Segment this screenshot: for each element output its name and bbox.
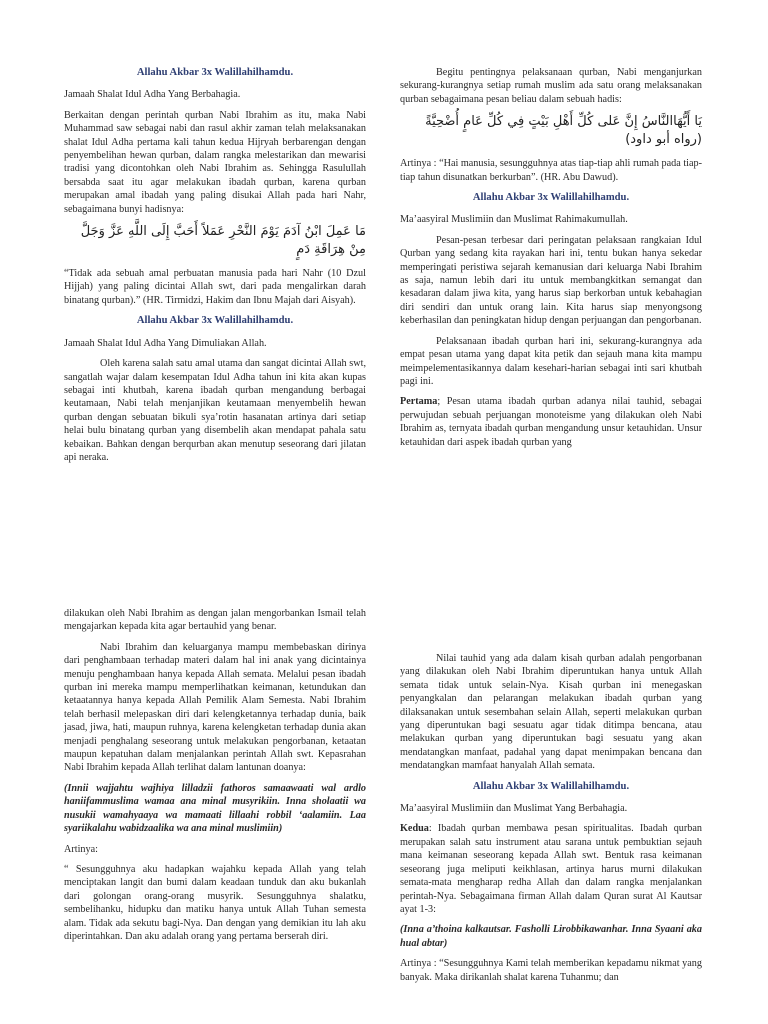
label-pertama: Pertama — [400, 396, 438, 408]
hadith-translation: “Tidak ada sebuah amal perbuatan manusia pada hari Nahr (10 Dzul Hijjah) yang paling dicintai Allah swt, dari pada mengalirkan darah binatang qurban).” (HR. Tirmidzi, Hakim dan Ibnu Majah dari Aisyah). — [64, 268, 366, 306]
verse-transliteration: (Inna a’thoina kalkautsar. Fasholli Lirobbikawanhar. Inna Syaani aka hual abtar) — [400, 924, 702, 949]
salutation: Jamaah Shalat Idul Adha Yang Dimuliakan Allah. — [64, 337, 267, 349]
prayer-transliteration: (Innii wajjahtu wajhiya lilladzii fathoros samaawaati wal ardlo haniifammuslima wamaa ana minal musyrikiin. Inna sholaatii wa nusukii wamahyaaya wa mamaati lillaahi robbil ‘aalamiin. Laa syariikalahu wabidzaalika wa ana minal muslimiin) — [64, 782, 366, 835]
salutation: Ma’aasyiral Muslimiin dan Muslimat Rahimakumullah. — [400, 214, 628, 226]
hadith-translation: Artinya : “Hai manusia, sesungguhnya atas tiap-tiap ahli rumah pada tiap-tiap tahun disunatkan berkurban”. (HR. Abu Dawud). — [400, 158, 702, 183]
column-top-right — [400, 66, 702, 456]
paragraph-text: ; Pesan utama ibadah qurban adanya nilai tauhid, sebagai perwujudan sebuah perjuangan monoteisme yang dilakukan oleh Nabi Ibrahim as, ternyata ibadah qurban mengandung unsur ketauhidan. Unsur ketauhidan dari aspek ibadah qurban yang — [400, 396, 702, 448]
paragraph: Pesan-pesan terbesar dari peringatan pelaksaan rangkaian Idul Qurban yang sedang kita rayakan hari ini, tentu bukan hanya sekedar memperingati peristiwa sejarah kemanusian dari keluarga Nabi Ibrahim as saja, namun lebih dari itu untuk membangkitkan semangat dan kesadaran dalam jiwa kita, yang harus siap berkorban untuk kebahagian diri sendiri dan untuk orang lain. Kita harus siap menyongsong keberhasilan dan peningkatan hidup dengan perjuangan dan pengorbanan. — [400, 234, 702, 327]
paragraph: Nabi Ibrahim dan keluarganya mampu membebaskan dirinya dari penghambaan terhadap materi dalam hal ini anak yang dicintainya menuju penghambaan hanya kepada Allah semata. Melalui pesan ibadah qurban ini mereka mampu memperlihatkan keimanan, ketundukan dan ketaatannya hanya kepada Allah Pemilik Alam Semesta. Nabi Ibrahim telah berhasil melepaskan diri dari kelengketannya terhadap dunia, baik jasad, jiwa, hati, maupun ruhnya, karena kelengketan terhadap dunia akan menjadi penghalang seseorang untuk melakukan pengorbanan, ketaatan maupun kepatuhan dalam menjalankan perintah Allah swt. Kepasrahan Nabi Ibrahim kepada Allah terlihat dalam lantunan doanya: — [64, 641, 366, 774]
verse-translation: Artinya : “Sesungguhnya Kami telah memberikan kepadamu nikmat yang banyak. Maka dirikanlah shalat karena Tuhanmu; dan — [400, 958, 702, 983]
label-artinya: Artinya: — [64, 843, 98, 855]
salutation: Ma’aasyiral Muslimiin dan Muslimat Yang Berbahagia. — [400, 803, 628, 815]
paragraph: Berkaitan dengan perintah qurban Nabi Ibrahim as itu, maka Nabi Muhammad saw sebagai nabi dan rasul akhir zaman telah melaksanakan shalat Idul Adha pertama kali tahun kedua Hijryah berbarengan dengan penyembelihan hewan qurban, dalam rangka melestarikan dan mewarisi tradisi yang dicontohkan oleh Nabi Ibrahim as. Sehingga Rasulullah bersabda saat itu agar melakukan ibadah qurban, karena qurban merupakan amal ibadah yang paling disukai Allah pada hari Nahr, sebagaimana bunyi hadisnya: — [64, 109, 366, 215]
section-heading: Allahu Akbar 3x Walillahilhamdu. — [136, 315, 294, 327]
column-bottom-right — [400, 652, 702, 991]
section-heading: Allahu Akbar 3x Walillahilhamdu. — [472, 780, 630, 792]
prayer-translation: “ Sesungguhnya aku hadapkan wajahku kepada Allah yang telah menciptakan langit dan bumi dalam keadaan tunduk dan aku bukanlah dari golongan orang-orang musyrik. Sesungguhnya shalatku, sembelihanku, hidupku dan matiku hanya untuk Allah Tuhan semesta alam. Tidak ada sekutu bagi-Nya. Dan dengan yang demikian itu lah aku diperintahkan. Dan aku adalah orang yang pertama berserah diri. — [64, 863, 366, 942]
column-top-left — [64, 66, 366, 471]
column-bottom-left — [64, 607, 366, 950]
paragraph: Nilai tauhid yang ada dalam kisah qurban adalah pengorbanan yang dilakukan oleh Nabi Ibrahim diperuntukan hanya untuk Allah semata tidak untuk selain-Nya. Kisah qurban ini menegaskan penyangkalan dan pelarangan melakukan ibadah qurban yang dilaksanakan untuk sesembahan selain Allah, seperti melakukan qurban yang diperuntukan bagi sesuatu agar tidak ditimpa bencana, atau melakukan qurban yang diperuntukan bagi sesuatu yang akan mendatangkan manfaat, padahal yang dapat menimpakan bencana dan mendatangkan mamfaat hanyalah Allah semata. — [400, 653, 702, 772]
paragraph: Begitu pentingnya pelaksanaan qurban, Nabi menganjurkan sekurang-kurangnya setiap rumah muslim ada satu orang melaksanakan qurban sebagaimana pesan beliau dalam sebuah hadis: — [400, 67, 702, 105]
paragraph: Oleh karena salah satu amal utama dan sangat dicintai Allah swt, sangatlah wajar dalam kesempatan Idul Adha tahun ini kita akan kupas sebagai inti khutbah, karena ibadah qurban mengandung berbagai keutamaan, Nabi telah menjanjikan keutamaan menyembelih hewan qurban dengan sebuatan bikuli sya’rotin hasanatan artinya dari setiap helai bulu binatang qurban yang disembelih akan mendapat pahala satu kebaikan. Bahkan dengan berqurban akan menutup seseorang dari jilatan api neraka. — [64, 358, 366, 463]
section-heading: Allahu Akbar 3x Walillahilhamdu. — [472, 192, 630, 204]
paragraph: dilakukan oleh Nabi Ibrahim as dengan jalan mengorbankan Ismail telah mengajarkan kepada kita agar bertauhid yang benar. — [64, 608, 366, 633]
salutation: Jamaah Shalat Idul Adha Yang Berbahagia. — [64, 89, 241, 101]
arabic-hadith: يَا أَيُّهَاالنَّاسُ إِنَّ عَلى كُلِّ أَهْلِ بَيْتٍ فِي كُلِّ عَامٍ أُضْحِيَّةً (رواه أبو داود) — [425, 114, 702, 148]
label-kedua: Kedua — [400, 823, 429, 835]
paragraph-text: : Ibadah qurban membawa pesan spiritualitas. Ibadah qurban merupakan salah satu instrument atau sarana untuk pembuktian sejauh mana keimanan seseorang kepada Allah swt. Bentuk rasa keimanan seseorang juga meliputi keikhlasan, artinya harus murni dilakukan semata-mata mengharap redha Allah dan dalam rangka menjalankan perintah-Nya. Sebagaimana firman Allah dalam Quran surat Al Kautsar ayat 1-3: — [400, 823, 702, 915]
paragraph-pertama — [400, 395, 702, 449]
paragraph: Pelaksanaan ibadah qurban hari ini, sekurang-kurangnya ada empat pesan utama yang dapat kita petik dan sejauh mana kita mampu meimpelementasikannya dalam kesehari-harian sebagai inti sari khutbah pagi ini. — [400, 335, 702, 387]
paragraph-kedua — [400, 822, 702, 916]
section-heading: Allahu Akbar 3x Walillahilhamdu. — [136, 67, 294, 78]
arabic-hadith: مَا عَمِلَ ابْنُ آدَمَ يَوْمَ النَّحْرِ عَمَلاً أَحَبَّ إِلَى اللَّهِ عَزَّ وَجَلَّ مِنْ هِرَاقَةِ دَمٍ — [80, 224, 366, 258]
